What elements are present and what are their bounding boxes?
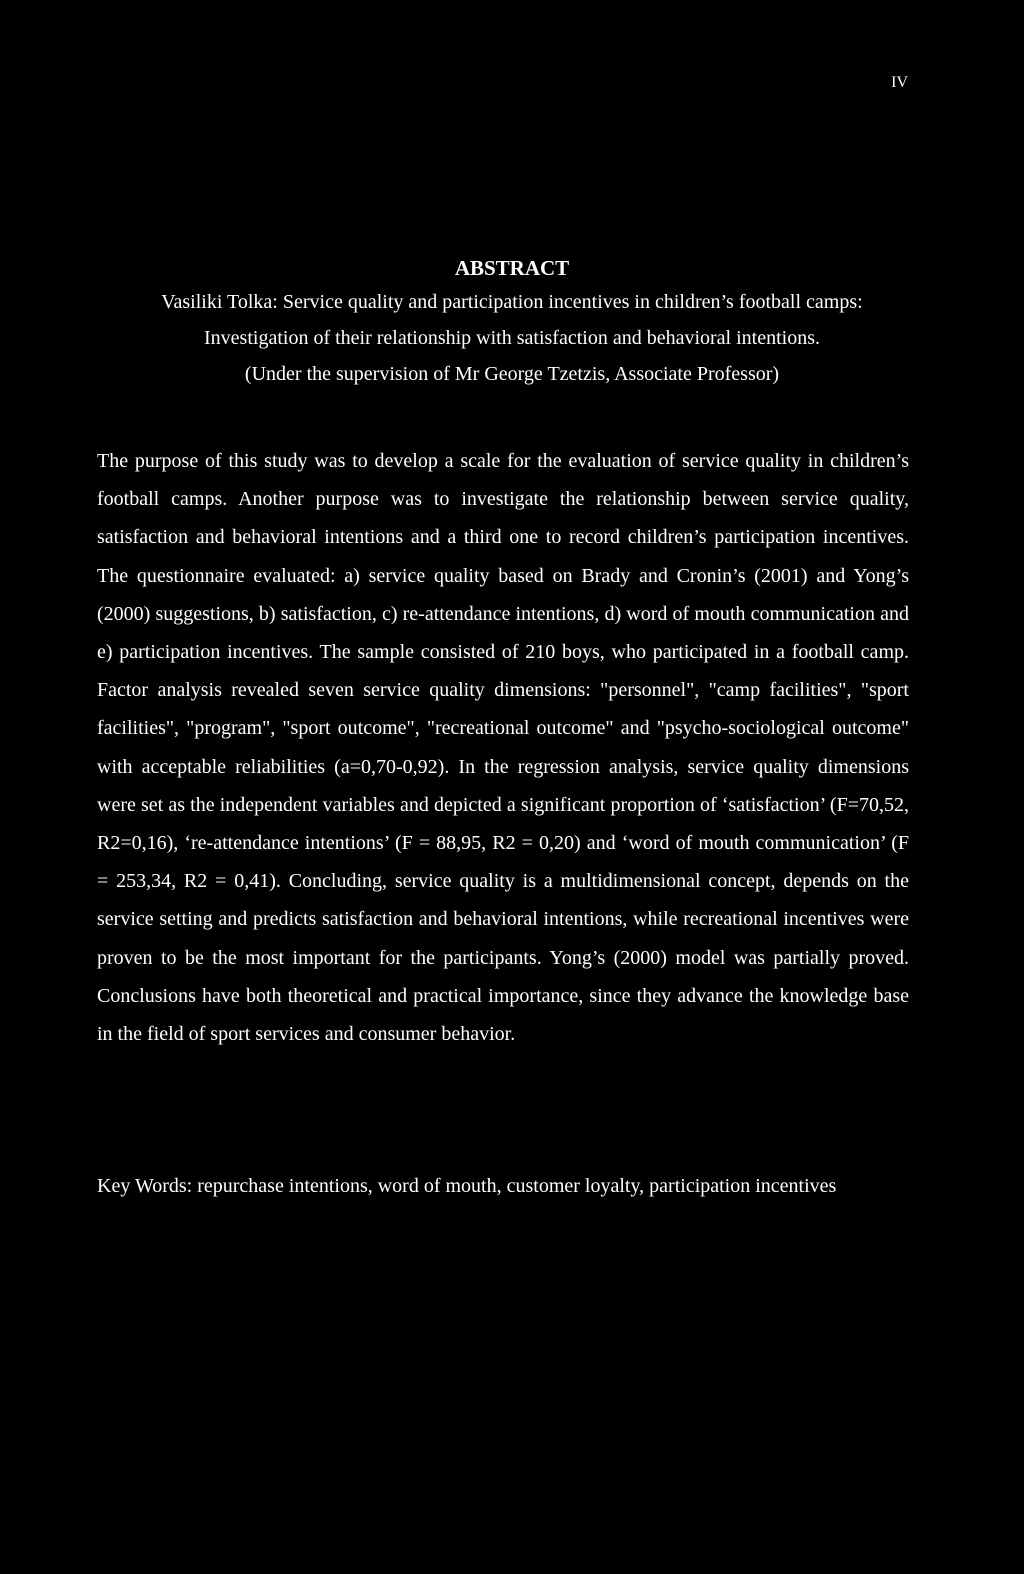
keywords: Key Words: repurchase intentions, word of mouth, customer loyalty, participation incentives — [97, 1175, 837, 1197]
title-block — [0, 252, 1024, 392]
citation-supervisor: (Under the supervision of Mr George Tzetzis, Associate Professor) — [244, 363, 780, 385]
abstract-body: The purpose of this study was to develop a scale for the evaluation of service quality in children’s football camps. Another purpose was to investigate the relationship between service quality, satisfaction and behavioral intentions and a third one to record children’s participation incentives. The questionnaire evaluated: a) service quality based on Brady and Cronin’s (2001) and Yong’s (2000) suggestions, b) satisfaction, c) re-attendance intentions, d) word of mouth communication and e) participation incentives. The sample consisted of 210 boys, who participated in a football camp. Factor analysis revealed seven service quality dimensions: "personnel", "camp facilities", "sport facilities", "program", "sport outcome", "recreational outcome" and "psycho-sociological outcome" with acceptable reliabilities (a=0,70-0,92). In the regression analysis, service quality dimensions were set as the independent variables and depicted a significant proportion of ‘satisfaction’ (F=70,52, R2=0,16), ‘re-attendance intentions’ (F = 88,95, R2 = 0,20) and ‘word of mouth communication’ (F = 253,34, R2 = 0,41). Concluding, service quality is a multidimensional concept, depends on the service setting and predicts satisfaction and behavioral intentions, while recreational incentives were proven to be the most important for the participants. Yong’s (2000) model was partially proved. Conclusions have both theoretical and practical importance, since they advance the knowledge base in the field of sport services and consumer behavior. — [97, 450, 909, 1046]
citation-subtitle: Investigation of their relationship with satisfaction and behavioral intentions. — [204, 327, 820, 349]
page-number: IV — [891, 74, 908, 91]
abstract-heading: ABSTRACT — [454, 256, 570, 280]
citation-author-title: Vasiliki Tolka: Service quality and participation incentives in children’s football camps: — [161, 291, 863, 313]
